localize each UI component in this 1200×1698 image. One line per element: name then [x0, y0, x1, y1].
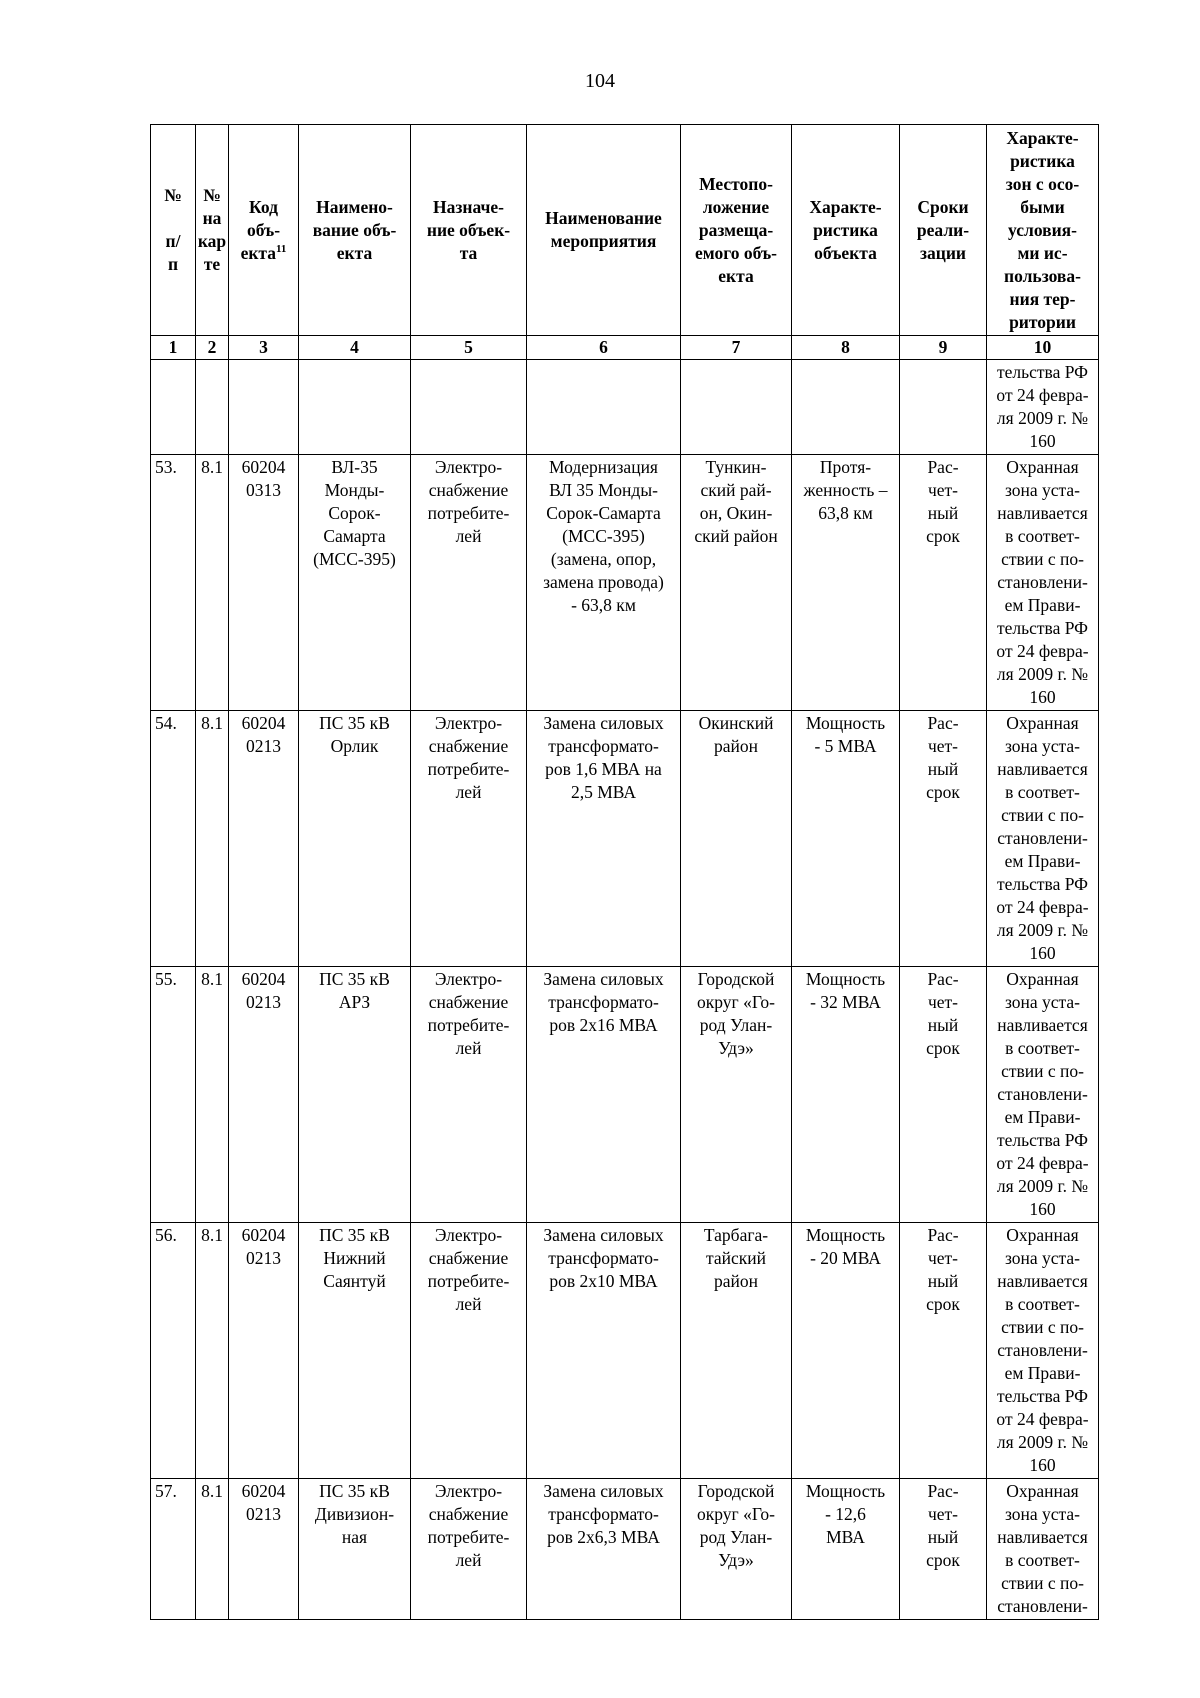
measure-cell: Замена силовых трансформато- ров 2х6,3 МВА: [527, 1479, 681, 1620]
header-cell-label: Код объ- екта: [240, 196, 281, 263]
characteristic-cell: Протя- женность – 63,8 км: [792, 455, 900, 711]
term-cell: Рас- чет- ный срок: [900, 711, 987, 967]
table-row: [151, 455, 1099, 711]
table-cell: [411, 360, 527, 455]
characteristic-cell: Мощность - 32 МВА: [792, 967, 900, 1223]
header-cell: Сроки реали- зации: [900, 125, 987, 336]
object-code-cell: 60204 0313: [229, 455, 299, 711]
characteristic-cell: Мощность - 12,6 МВА: [792, 1479, 900, 1620]
continuation-row: [151, 360, 1099, 455]
header-cell: Местопо- ложение размеща- емого объ- екта: [681, 125, 792, 336]
header-cell: [229, 125, 299, 336]
object-code-cell: 60204 0213: [229, 1479, 299, 1620]
page-number: 104: [585, 70, 615, 92]
table-header-row: [151, 125, 1099, 336]
characteristic-cell: Мощность - 5 МВА: [792, 711, 900, 967]
object-name-cell: ПС 35 кВ Нижний Саянтуй: [299, 1223, 411, 1479]
table-row: [151, 711, 1099, 967]
object-name-cell: ПС 35 кВ Дивизион- ная: [299, 1479, 411, 1620]
map-number-cell: 8.1: [196, 1479, 229, 1620]
map-number-cell: 8.1: [196, 967, 229, 1223]
footnote-marker: 11: [276, 242, 287, 255]
purpose-cell: Электро- снабжение потребите- лей: [411, 1479, 527, 1620]
term-cell: Рас- чет- ный срок: [900, 455, 987, 711]
table-row: [151, 967, 1099, 1223]
purpose-cell: Электро- снабжение потребите- лей: [411, 967, 527, 1223]
row-number-cell: 55.: [151, 967, 196, 1223]
row-number-cell: 56.: [151, 1223, 196, 1479]
term-cell: Рас- чет- ный срок: [900, 1223, 987, 1479]
column-number: 3: [229, 336, 299, 360]
zone-cell: Охранная зона уста- навливается в соответ- ствии с по- становлени- ем Прави- тельства РФ от 24 февра- ля 2009 г. № 160: [987, 1223, 1099, 1479]
row-number-cell: 53.: [151, 455, 196, 711]
location-cell: Окинский район: [681, 711, 792, 967]
column-number: 5: [411, 336, 527, 360]
object-code-cell: 60204 0213: [229, 967, 299, 1223]
zone-continuation-cell: тельства РФ от 24 февра- ля 2009 г. № 160: [987, 360, 1099, 455]
term-cell: Рас- чет- ный срок: [900, 1479, 987, 1620]
table-cell: [792, 360, 900, 455]
objects-table: [150, 124, 1099, 1620]
purpose-cell: Электро- снабжение потребите- лей: [411, 455, 527, 711]
column-number: 10: [987, 336, 1099, 360]
header-cell: Наимено- вание объ- екта: [299, 125, 411, 336]
table-cell: [299, 360, 411, 455]
zone-cell: Охранная зона уста- навливается в соответ- ствии с по- становлени- ем Прави- тельства РФ от 24 февра- ля 2009 г. № 160: [987, 455, 1099, 711]
column-number: 7: [681, 336, 792, 360]
column-number: 8: [792, 336, 900, 360]
map-number-cell: 8.1: [196, 455, 229, 711]
location-cell: Городской округ «Го- род Улан- Удэ»: [681, 1479, 792, 1620]
zone-cell: Охранная зона уста- навливается в соответ- ствии с по- становлени- ем Прави- тельства РФ от 24 февра- ля 2009 г. № 160: [987, 967, 1099, 1223]
header-cell: Наименование мероприятия: [527, 125, 681, 336]
column-number: 9: [900, 336, 987, 360]
measure-cell: Замена силовых трансформато- ров 2х10 МВА: [527, 1223, 681, 1479]
table-cell: [196, 360, 229, 455]
purpose-cell: Электро- снабжение потребите- лей: [411, 1223, 527, 1479]
object-name-cell: ВЛ-35 Монды- Сорок- Самарта (МСС-395): [299, 455, 411, 711]
table-cell: [229, 360, 299, 455]
location-cell: Тарбага- тайский район: [681, 1223, 792, 1479]
header-cell: Характе- ристика зон с осо- быми условия- ми ис- пользова- ния тер- ритории: [987, 125, 1099, 336]
measure-cell: Модернизация ВЛ 35 Монды- Сорок-Самарта (МСС-395) (замена, опор, замена провода) - 63,8 км: [527, 455, 681, 711]
column-number: 6: [527, 336, 681, 360]
object-name-cell: ПС 35 кВ Орлик: [299, 711, 411, 967]
column-number: 4: [299, 336, 411, 360]
row-number-cell: 57.: [151, 1479, 196, 1620]
table-cell: [681, 360, 792, 455]
row-number-cell: 54.: [151, 711, 196, 967]
map-number-cell: 8.1: [196, 711, 229, 967]
map-number-cell: 8.1: [196, 1223, 229, 1479]
zone-cell: Охранная зона уста- навливается в соответ- ствии с по- становлени- ем Прави- тельства РФ от 24 февра- ля 2009 г. № 160: [987, 711, 1099, 967]
location-cell: Тункин- ский рай- он, Окин- ский район: [681, 455, 792, 711]
measure-cell: Замена силовых трансформато- ров 2х16 МВА: [527, 967, 681, 1223]
object-name-cell: ПС 35 кВ АРЗ: [299, 967, 411, 1223]
purpose-cell: Электро- снабжение потребите- лей: [411, 711, 527, 967]
characteristic-cell: Мощность - 20 МВА: [792, 1223, 900, 1479]
object-code-cell: 60204 0213: [229, 711, 299, 967]
table-row: [151, 1223, 1099, 1479]
table-row: [151, 1479, 1099, 1620]
table-cell: [151, 360, 196, 455]
table-cell: [900, 360, 987, 455]
measure-cell: Замена силовых трансформато- ров 1,6 МВА на 2,5 МВА: [527, 711, 681, 967]
column-number-row: [151, 336, 1099, 360]
location-cell: Городской округ «Го- род Улан- Удэ»: [681, 967, 792, 1223]
term-cell: Рас- чет- ный срок: [900, 967, 987, 1223]
column-number: 2: [196, 336, 229, 360]
header-cell: № на кар те: [196, 125, 229, 336]
header-cell: № п/ п: [151, 125, 196, 336]
object-code-cell: 60204 0213: [229, 1223, 299, 1479]
table-cell: [527, 360, 681, 455]
column-number: 1: [151, 336, 196, 360]
header-cell: Назначе- ние объек- та: [411, 125, 527, 336]
header-cell: Характе- ристика объекта: [792, 125, 900, 336]
zone-cell: Охранная зона уста- навливается в соответ- ствии с по- становлени-: [987, 1479, 1099, 1620]
